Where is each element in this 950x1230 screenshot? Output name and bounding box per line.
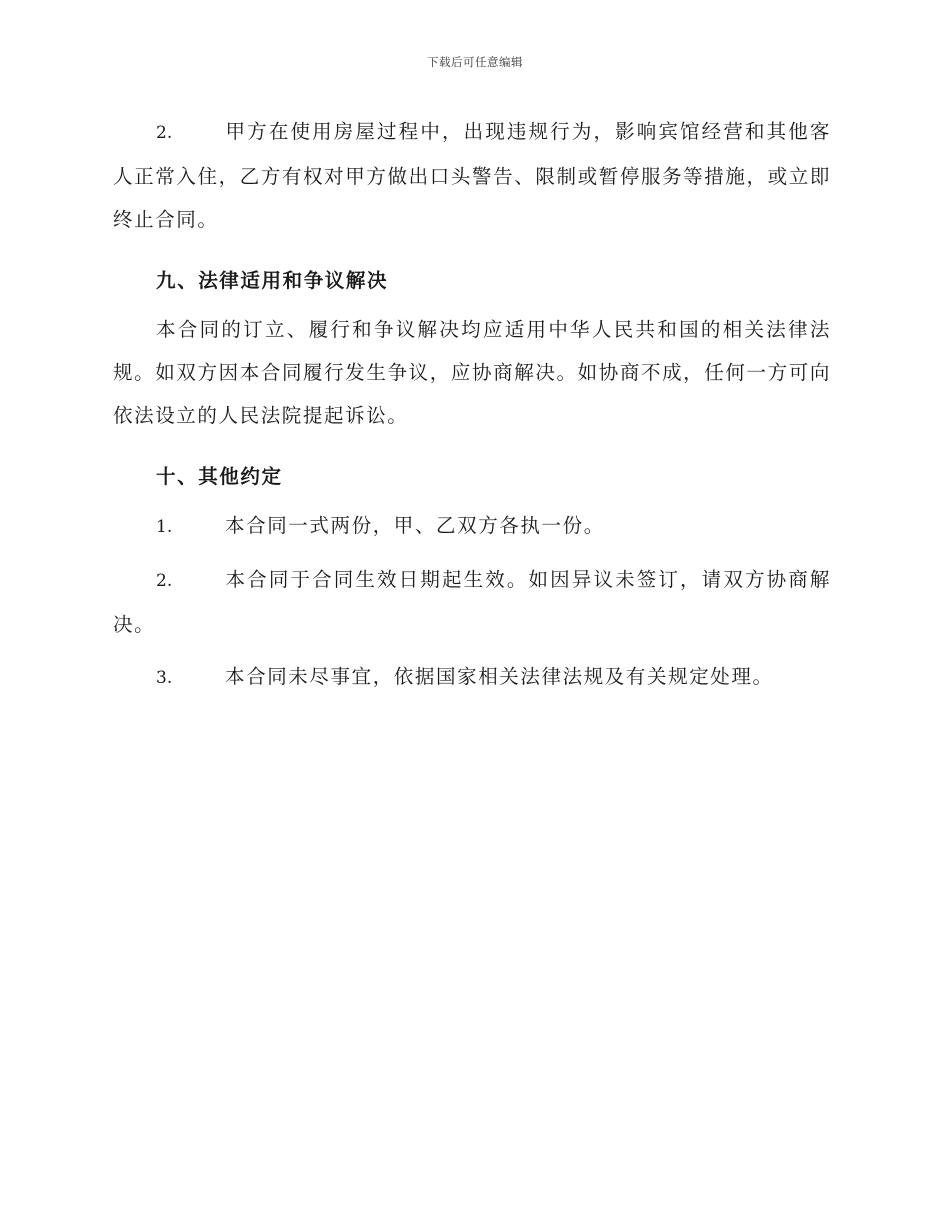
page-header-note: 下载后可任意编辑 xyxy=(427,55,523,69)
section-10-title: 十、其他约定 xyxy=(156,465,283,488)
clause-10-item-3 xyxy=(113,655,831,700)
item-number: 1. xyxy=(156,517,173,537)
item-number: 3. xyxy=(156,668,173,688)
section-9-title: 九、法律适用和争议解决 xyxy=(156,269,389,292)
item-text: 本合同一式两份，甲、乙双方各执一份。 xyxy=(225,514,605,537)
clause-10-item-1 xyxy=(113,504,831,549)
clause-10-item-2 xyxy=(113,558,831,646)
section-9-body: 本合同的订立、履行和争议解决均应适用中华人民共和国的相关法律法规。如双方因本合同履行发生争议，应协商解决。如协商不成，任何一方可向依法设立的人民法院提起诉讼。 xyxy=(113,318,831,427)
item-text: 本合同于合同生效日期起生效。如因异议未签订，请双方协商解决。 xyxy=(113,568,831,636)
item-text: 甲方在使用房屋过程中，出现违规行为，影响宾馆经营和其他客人正常入住，乙方有权对甲方做出口头警告、限制或暂停服务等措施，或立即终止合同。 xyxy=(113,120,831,231)
document-body xyxy=(113,110,831,700)
clause-8-item-2 xyxy=(113,110,831,241)
item-number: 2. xyxy=(156,571,173,591)
item-number: 2. xyxy=(156,123,173,143)
item-text: 本合同未尽事宜，依据国家相关法律法规及有关规定处理。 xyxy=(225,665,774,688)
